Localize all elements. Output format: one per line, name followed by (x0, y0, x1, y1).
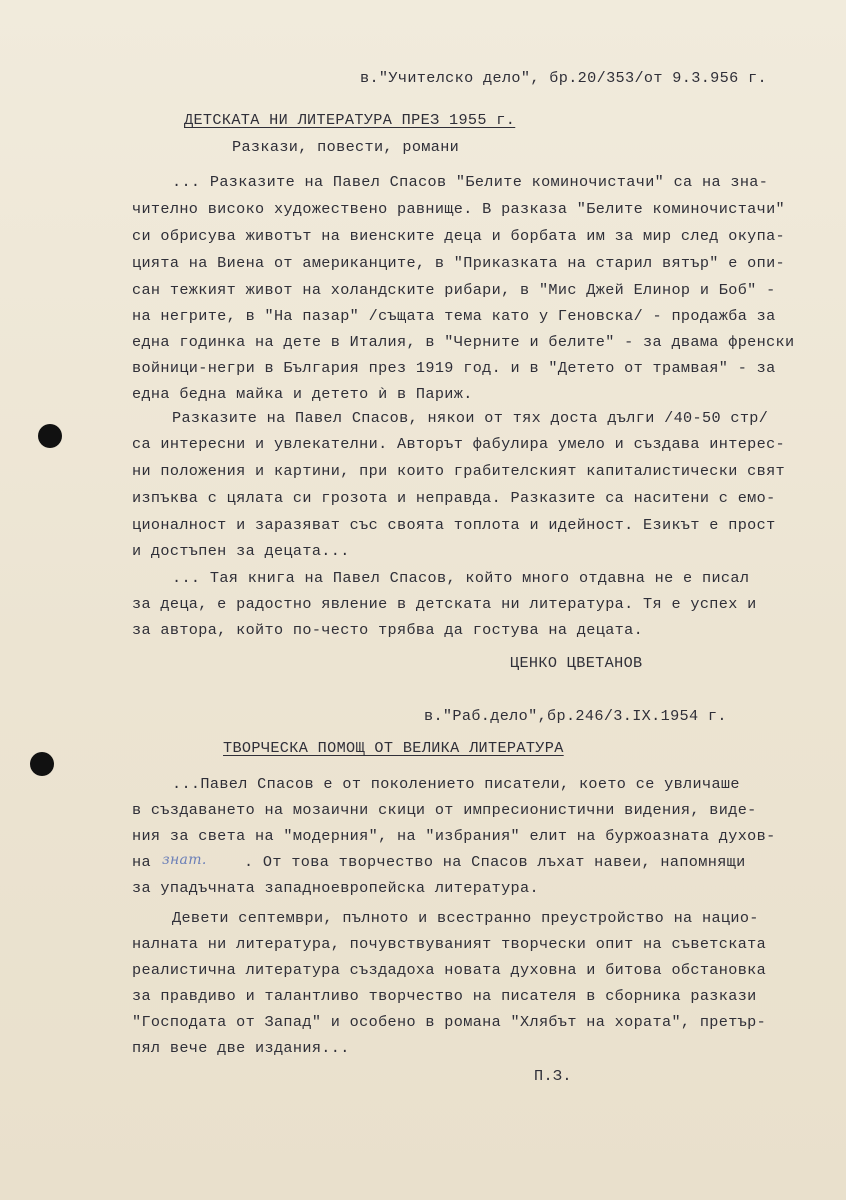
article1-line: Разказите на Павел Спасов, някои от тях доста дълги /40-50 стр/ (172, 409, 769, 427)
article1-title: ДЕТСКАТА НИ ЛИТЕРАТУРА ПРЕЗ 1955 г. (184, 111, 516, 129)
article2-line: "Господата от Запад" и особено в романа "Хлябът на хората", претър- (132, 1013, 767, 1031)
handwritten-insert: знат. (162, 852, 207, 868)
article2-author: П.З. (534, 1067, 572, 1085)
article1-line: си обрисува животът на виенските деца и борбата им за мир след окупа- (132, 227, 786, 245)
article2-line: ...Павел Спасов е от поколението писатели, което се увличаше (172, 775, 740, 793)
article2-line: налната ни литература, почувствуваният творчески опит на съветската (132, 935, 767, 953)
article2-line: на (132, 853, 151, 871)
article1-line: сан тежкият живот на холандските рибари, в "Мис Джей Елинор и Боб" - (132, 281, 776, 299)
article1-line: за автора, който по-често трябва да гостува на децата. (132, 621, 644, 639)
article2-line: . От това творчество на Спасов лъхат навеи, напомнящи (244, 853, 746, 871)
punch-hole-top (38, 424, 62, 448)
article2-title: ТВОРЧЕСКА ПОМОЩ ОТ ВЕЛИКА ЛИТЕРАТУРА (223, 739, 564, 757)
article1-line: на негрите, в "На пазар" /същата тема като у Геновска/ - продажба за (132, 307, 776, 325)
article1-line: за деца, е радостно явление в детската ни литература. Тя е успех и (132, 595, 757, 613)
article1-line: и достъпен за децата... (132, 542, 350, 560)
article1-line: цията на Виена от американците, в "Приказката на старил вятър" е опи- (132, 254, 786, 272)
article2-line: пял вече две издания... (132, 1039, 350, 1057)
article1-line: ... Разказите на Павел Спасов "Белите коминочистачи" са на зна- (172, 173, 769, 191)
article1-line: чително високо художествено равнище. В разказа "Белите коминочистачи" (132, 200, 786, 218)
article1-line: са интересни и увлекателни. Авторът фабулира умело и създава интерес- (132, 435, 786, 453)
article2-source: в."Раб.дело",бр.246/3.IX.1954 г. (424, 707, 727, 725)
article1-line: изпъква с цялата си грозота и неправда. Разказите са наситени с емо- (132, 489, 776, 507)
article1-line: ... Тая книга на Павел Спасов, който много отдавна не е писал (172, 569, 750, 587)
article1-source: в."Учителско дело", бр.20/353/от 9.3.956 г. (360, 69, 767, 87)
article2-line: в създаването на мозаични скици от импресионистични видения, виде- (132, 801, 757, 819)
article2-line: за правдиво и талантливо творчество на писателя в сборника разкази (132, 987, 757, 1005)
article1-line: една бедна майка и детето ѝ в Париж. (132, 385, 473, 403)
article1-line: ционалност и заразяват със своята топлота и идейност. Езикът е прост (132, 516, 776, 534)
article1-subtitle: Разкази, повести, романи (232, 138, 460, 156)
article1-line: една годинка на дете в Италия, в "Черните и белите" - за двама френски (132, 333, 795, 351)
article2-line: ния за света на "модерния", на "избрания" елит на буржоазната духов- (132, 827, 776, 845)
article1-author: ЦЕНКО ЦВЕТАНОВ (510, 654, 643, 672)
article2-line: реалистична литература създадоха новата духовна и битова обстановка (132, 961, 767, 979)
article1-line: ни положения и картини, при които грабителският капиталистически свят (132, 462, 786, 480)
article2-line: Девети септември, пълното и всестранно преустройство на нацио- (172, 909, 759, 927)
article1-line: войници-негри в България през 1919 год. и в "Детето от трамвая" - за (132, 359, 776, 377)
punch-hole-bottom (30, 752, 54, 776)
article2-line: за упадъчната западноевропейска литература. (132, 879, 539, 897)
